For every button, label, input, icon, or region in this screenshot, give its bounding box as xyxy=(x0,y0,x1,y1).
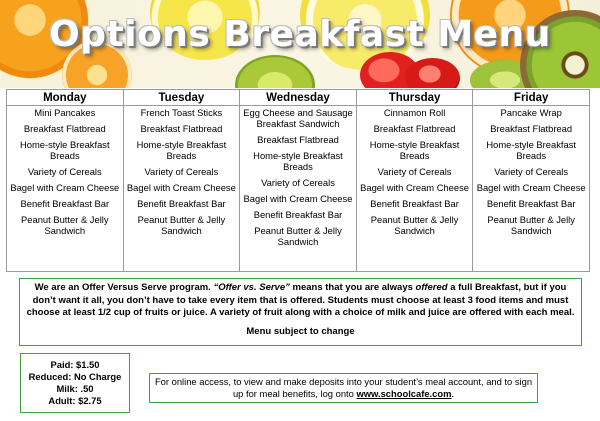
menu-item: Home-style Breakfast Breads xyxy=(19,139,110,161)
notice-ovs-term: “Offer vs. Serve” xyxy=(213,282,290,293)
day-column-tuesday xyxy=(123,106,240,272)
menu-item: Peanut Butter & Jelly Sandwich xyxy=(487,214,575,236)
menu-item: French Toast Sticks xyxy=(140,107,223,118)
breakfast-menu-table xyxy=(6,89,590,272)
day-header: Wednesday xyxy=(240,90,357,106)
strawberry-image xyxy=(405,58,460,88)
menu-item: Breakfast Flatbread xyxy=(490,123,573,134)
day-column-wednesday xyxy=(240,106,357,272)
day-column-thursday xyxy=(356,106,473,272)
schoolcafe-link[interactable]: www.schoolcafe.com xyxy=(356,387,452,399)
day-header-row xyxy=(7,90,590,106)
header-banner xyxy=(0,0,600,88)
menu-item: Peanut Butter & Jelly Sandwich xyxy=(21,214,109,236)
menu-item: Peanut Butter & Jelly Sandwich xyxy=(137,214,226,236)
day-header: Tuesday xyxy=(123,90,240,106)
price-paid: Paid: $1.50 xyxy=(50,359,100,370)
menu-item: Bagel with Cream Cheese xyxy=(126,182,236,193)
price-reduced: Reduced: No Charge xyxy=(28,371,122,382)
menu-item: Benefit Breakfast Bar xyxy=(253,209,343,220)
menu-item: Peanut Butter & Jelly Sandwich xyxy=(254,225,342,247)
notice-offered: offered xyxy=(415,282,448,293)
offer-versus-serve-notice xyxy=(19,278,582,346)
day-column-monday xyxy=(7,106,124,272)
day-column-friday xyxy=(473,106,590,272)
day-header: Thursday xyxy=(356,90,473,106)
notice-means: means that you are always xyxy=(289,282,416,293)
day-header: Friday xyxy=(473,90,590,106)
menu-item: Benefit Breakfast Bar xyxy=(137,198,226,209)
online-access-box xyxy=(149,373,538,403)
menu-item: Benefit Breakfast Bar xyxy=(486,198,576,209)
menu-item: Breakfast Flatbread xyxy=(23,123,106,134)
menu-item: Variety of Cereals xyxy=(27,166,102,177)
menu-item: Bagel with Cream Cheese xyxy=(360,182,470,193)
menu-item: Home-style Breakfast Breads xyxy=(253,150,343,172)
menu-item: Home-style Breakfast Breads xyxy=(369,139,460,161)
price-adult: Adult: $2.75 xyxy=(48,395,102,406)
menu-item: Egg Cheese and Sausage Breakfast Sandwich xyxy=(243,107,353,129)
page-title: Options Breakfast Menu xyxy=(49,14,551,55)
menu-item: Breakfast Flatbread xyxy=(257,134,339,145)
notice-body: a full Breakfast, but if you don’t want it all, you don’t have to take every item that is offered. Students must choose at least 3 food items and must choose at least 1/2 cup of fruits or juice. A variety of fruit along with a choice of milk and juice are offered with each meal. xyxy=(26,282,575,318)
menu-item: Home-style Breakfast Breads xyxy=(486,139,576,161)
notice-text xyxy=(25,282,576,320)
menu-item: Cinnamon Roll xyxy=(383,107,446,118)
day-header: Monday xyxy=(7,90,124,106)
menu-item: Bagel with Cream Cheese xyxy=(10,182,120,193)
melon-image xyxy=(235,55,315,88)
menu-item: Variety of Cereals xyxy=(377,166,452,177)
menu-item: Benefit Breakfast Bar xyxy=(20,198,110,209)
menu-item: Mini Pancakes xyxy=(34,107,96,118)
menu-change-note: Menu subject to change xyxy=(246,325,355,337)
online-access-end: . xyxy=(451,387,455,399)
menu-item: Benefit Breakfast Bar xyxy=(370,198,459,209)
menu-item: Bagel with Cream Cheese xyxy=(243,193,353,204)
online-access-text: For online access, to view and make deposits into your student’s meal account, and to sign up for meal benefits, log onto xyxy=(154,376,533,399)
menu-items-row xyxy=(7,106,590,272)
menu-item: Variety of Cereals xyxy=(261,177,335,188)
menu-item: Pancake Wrap xyxy=(500,107,562,118)
menu-item: Breakfast Flatbread xyxy=(140,123,223,134)
menu-item: Bagel with Cream Cheese xyxy=(476,182,586,193)
menu-item: Peanut Butter & Jelly Sandwich xyxy=(370,214,459,236)
menu-item: Home-style Breakfast Breads xyxy=(136,139,227,161)
notice-intro: We are an Offer Versus Serve program. xyxy=(34,282,214,293)
menu-item: Breakfast Flatbread xyxy=(373,123,456,134)
menu-item: Variety of Cereals xyxy=(494,166,569,177)
menu-item: Variety of Cereals xyxy=(144,166,219,177)
price-milk: Milk: .50 xyxy=(56,383,94,394)
price-box xyxy=(20,353,130,413)
